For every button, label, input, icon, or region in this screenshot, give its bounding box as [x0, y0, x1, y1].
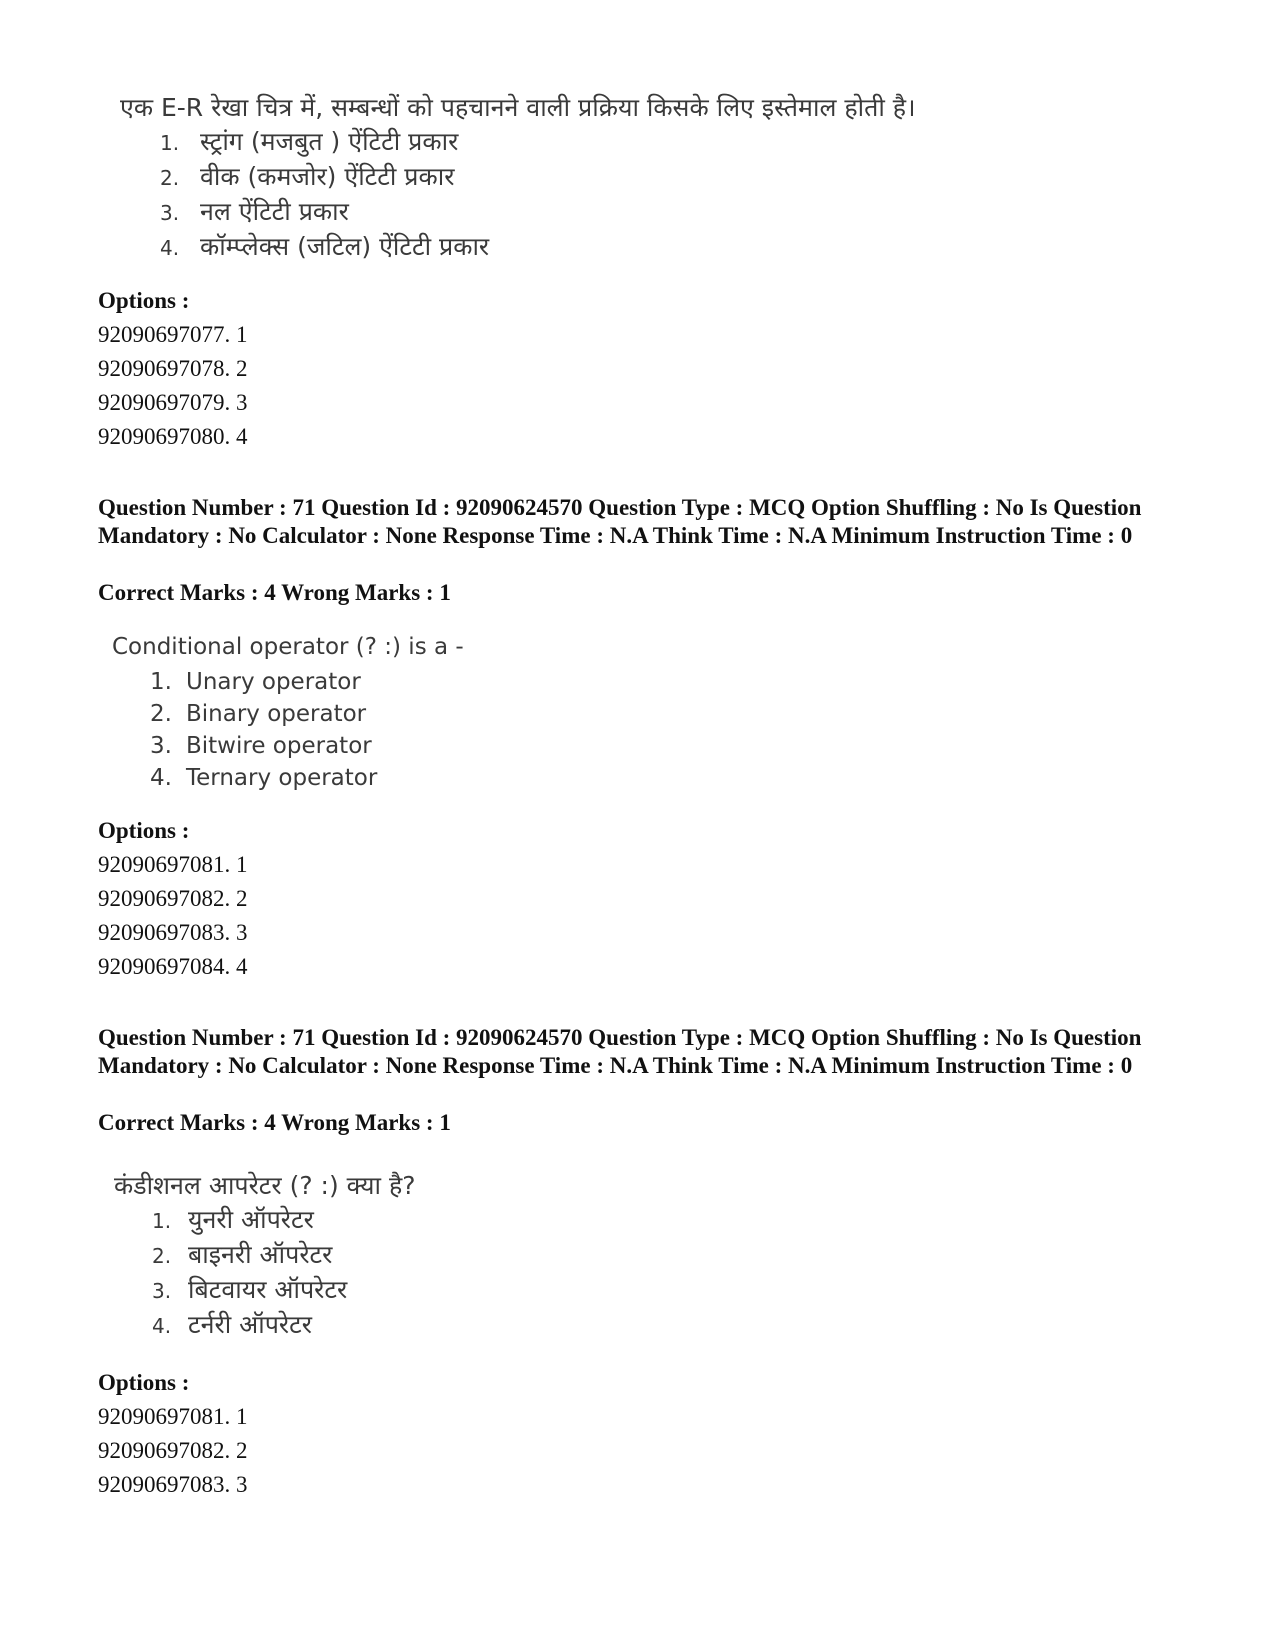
choice-list	[150, 666, 377, 794]
choice-item: 4. टर्नरी ऑपरेटर	[152, 1310, 312, 1339]
question-meta: Question Number : 71 Question Id : 92090624570 Question Type : MCQ Option Shuffling : No Is Question Mandatory : No Calculator : None Response Time : N.A Think Time : N.A Minimum Instruction Time : 0	[98, 1025, 1142, 1078]
option-item: 92090697077. 1	[98, 322, 248, 347]
question-meta: Question Number : 71 Question Id : 92090624570 Question Type : MCQ Option Shuffling : No Is Question Mandatory : No Calculator : None Response Time : N.A Think Time : N.A Minimum Instruction Time : 0	[98, 495, 1142, 548]
options-list	[98, 1400, 248, 1502]
option-item: 92090697082. 2	[98, 1438, 248, 1463]
option-item: 92090697081. 1	[98, 1404, 248, 1429]
choice-item: 4. कॉम्प्लेक्स (जटिल) ऐंटिटी प्रकार	[160, 232, 490, 261]
choice-item: 1. युनरी ऑपरेटर	[152, 1205, 314, 1234]
choice-item: 2. Binary operator	[150, 701, 367, 727]
options-label: Options :	[98, 818, 190, 843]
marks-line: Correct Marks : 4 Wrong Marks : 1	[98, 580, 451, 605]
choice-item: 4. Ternary operator	[150, 765, 378, 791]
options-label: Options :	[98, 288, 190, 313]
choice-item: 2. वीक (कमजोर) ऐंटिटी प्रकार	[160, 162, 455, 191]
option-item: 92090697083. 3	[98, 920, 248, 945]
choice-item: 1. स्ट्रांग (मजबुत ) ऐंटिटी प्रकार	[160, 127, 459, 156]
choice-list	[152, 1202, 347, 1342]
choice-item: 3. Bitwire operator	[150, 733, 372, 759]
option-item: 92090697082. 2	[98, 886, 248, 911]
option-item: 92090697084. 4	[98, 954, 248, 979]
question-stem: Conditional operator (? :) is a -	[112, 634, 464, 660]
choice-item: 1. Unary operator	[150, 669, 361, 695]
option-item: 92090697080. 4	[98, 424, 248, 449]
choice-list	[160, 124, 489, 264]
option-item: 92090697083. 3	[98, 1472, 248, 1497]
option-item: 92090697081. 1	[98, 852, 248, 877]
choice-item: 3. बिटवायर ऑपरेटर	[152, 1275, 348, 1304]
question-stem: एक E-R रेखा चित्र में, सम्बन्धों को पहचानने वाली प्रक्रिया किसके लिए इस्तेमाल होती है।	[120, 93, 916, 122]
options-label: Options :	[98, 1370, 190, 1395]
options-list	[98, 318, 248, 454]
option-item: 92090697079. 3	[98, 390, 248, 415]
marks-line: Correct Marks : 4 Wrong Marks : 1	[98, 1110, 451, 1135]
options-list	[98, 848, 248, 984]
question-stem: कंडीशनल आपरेटर (? :) क्या है?	[114, 1171, 416, 1200]
choice-item: 3. नल ऐंटिटी प्रकार	[160, 197, 349, 226]
choice-item: 2. बाइनरी ऑपरेटर	[152, 1240, 333, 1269]
option-item: 92090697078. 2	[98, 356, 248, 381]
